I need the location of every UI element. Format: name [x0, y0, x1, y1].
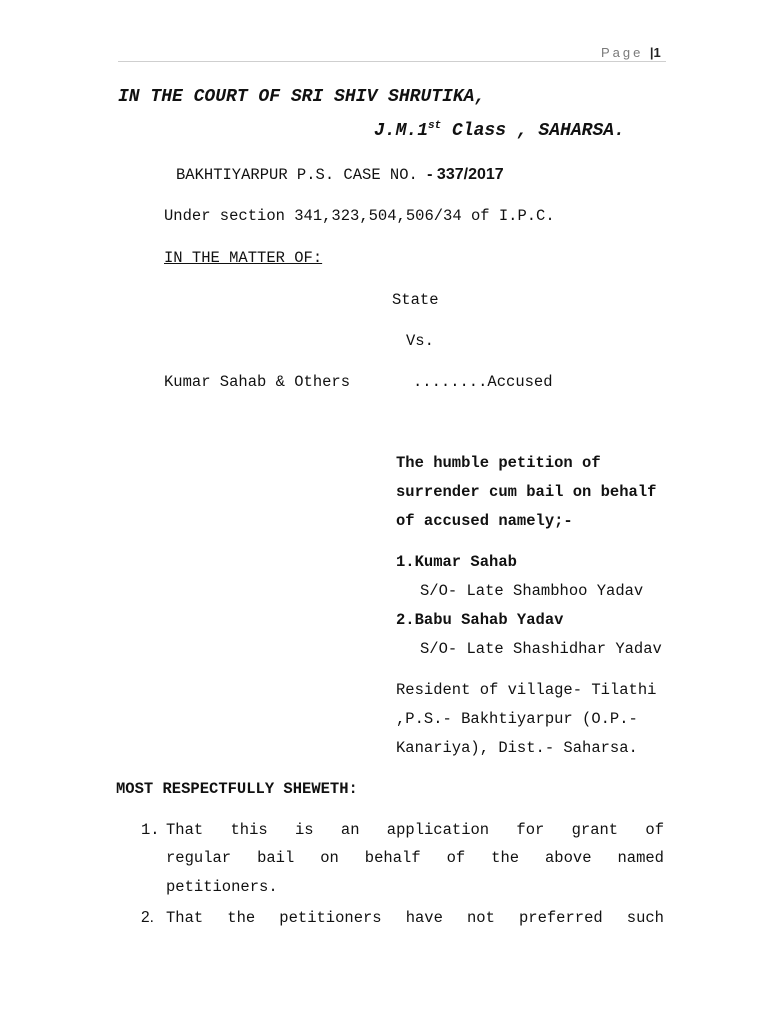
petition-line1: The humble petition of	[396, 454, 601, 472]
sheweth-heading: MOST RESPECTFULLY SHEWETH:	[116, 780, 358, 798]
list-item-1-line1: That this is an application for grant of	[166, 821, 664, 839]
case-label: BAKHTIYARPUR P.S. CASE NO.	[176, 166, 418, 184]
list-item-2-number: 2.	[141, 909, 154, 926]
versus-label: Vs.	[406, 332, 434, 350]
accused-1-name: 1.Kumar Sahab	[396, 553, 517, 571]
matter-heading: IN THE MATTER OF:	[164, 249, 323, 267]
list-item-1-line2: regular bail on behalf of the above named	[166, 849, 664, 867]
court-title-line2	[374, 120, 625, 141]
page-number: 1	[653, 45, 661, 60]
court-designation-superscript: st	[428, 120, 442, 132]
accused-2-parent: S/O- Late Shashidhar Yadav	[420, 640, 662, 658]
resident-line3: Kanariya), Dist.- Saharsa.	[396, 739, 638, 757]
court-designation: J.M.1	[374, 121, 429, 141]
section-line: Under section 341,323,504,506/34 of I.P.C.	[164, 207, 555, 225]
petition-line2: surrender cum bail on behalf	[396, 483, 657, 501]
resident-line1: Resident of village- Tilathi	[396, 681, 657, 699]
page-header	[601, 44, 661, 62]
case-line	[176, 166, 504, 184]
court-title-line1: IN THE COURT OF SRI SHIV SHRUTIKA,	[118, 87, 486, 107]
header-rule	[118, 61, 666, 62]
accused-party-name: Kumar Sahab & Others	[164, 373, 351, 391]
state-label: State	[392, 291, 439, 309]
page-separator: |	[649, 45, 654, 60]
list-item-1-line3: petitioners.	[166, 878, 278, 896]
page-label: Page	[601, 45, 644, 60]
accused-1-parent: S/O- Late Shambhoo Yadav	[420, 582, 644, 600]
list-item-2-line1: That the petitioners have not preferred such	[166, 909, 664, 927]
petition-line3: of accused namely;-	[396, 512, 573, 530]
accused-party-label: ........Accused	[413, 373, 553, 391]
court-location: Class , SAHARSA.	[441, 121, 625, 141]
list-item-1-number: 1.	[141, 821, 160, 839]
resident-line2: ,P.S.- Bakhtiyarpur (O.P.-	[396, 710, 638, 728]
case-number: - 337/2017	[427, 166, 504, 183]
accused-2-name: 2.Babu Sahab Yadav	[396, 611, 564, 629]
